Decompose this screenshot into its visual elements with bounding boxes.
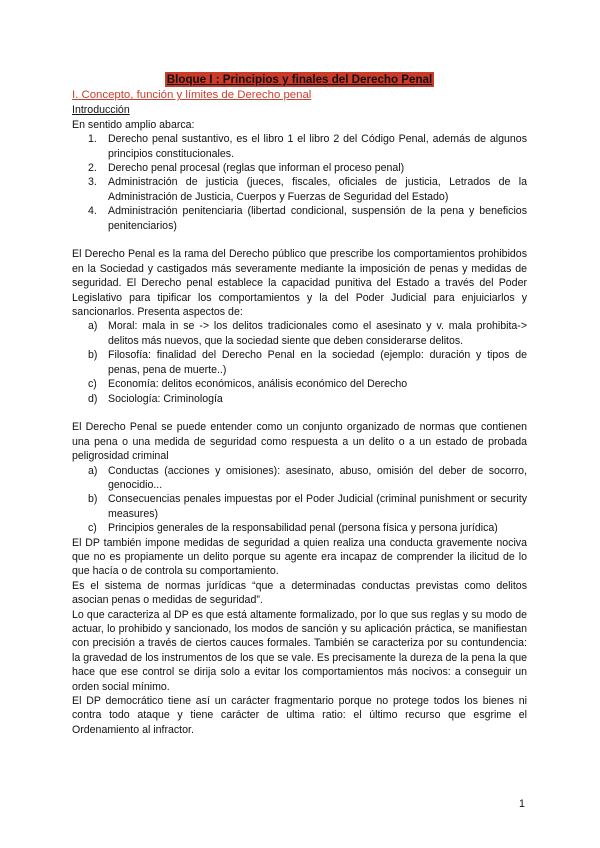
list-item (72, 175, 527, 204)
list-item (72, 348, 527, 377)
list-item (72, 521, 527, 535)
list-item-text: Derecho penal sustantivo, es el libro 1 el libro 2 del Código Penal, además de algunos principios constitucionales. (108, 133, 527, 160)
list-item (72, 161, 527, 175)
spacer (72, 406, 527, 420)
paragraph: El DP democrático tiene así un carácter fragmentario porque no protege todos los bienes ni contra todo ataque y tiene carácter de ultima ratio: el último recurso que esgrime el Ordenamiento al infractor. (72, 695, 527, 736)
list-item-text: Consecuencias penales impuestas por el Poder Judicial (criminal punishment or security measures) (108, 493, 527, 520)
list-item-text: Administración penitenciaria (libertad condicional, suspensión de la pena y beneficios penitenciarios) (108, 205, 527, 232)
list-item-text: Filosofía: finalidad del Derecho Penal en la sociedad (ejemplo: duración y tipos de penas, pena de muerte..) (108, 349, 527, 376)
paragraph: Lo que caracteriza al DP es que está altamente formalizado, por lo que sus reglas y su modo de actuar, lo prohibido y sancionado, los modos de sanción y su aplicación práctica, se manifiestan con precisión a través de ciertos cauces formales. También se caracteriza por su contundencia: la gravedad de los instrumentos de los que se vale. Es precisamente la dureza de la pena la que hace que ese control se dirija solo a evitar los comportamientos más nocivos: a conseguir un orden social mínimo. (72, 608, 527, 693)
list-item-text: Principios generales de la responsabilidad penal (persona física y persona jurídica) (108, 522, 498, 535)
paragraph: El DP también impone medidas de seguridad a quien realiza una conducta gravemente nociva que no es propiamente un delito porque su agente era incapaz de comprender la ilicitud de lo que hacía o de controla su comportamiento. (72, 536, 527, 578)
list-marker: 1. (88, 133, 97, 146)
section-heading: I. Concepto, función y límites de Derecho penal (72, 89, 312, 102)
list-marker: c) (88, 378, 97, 391)
list-item-text: Conductas (acciones y omisiones): asesinato, abuso, omisión del deber de socorro, genocidio... (108, 464, 527, 491)
document-title: Bloque I : Principios y finales del Derecho Penal (166, 73, 433, 86)
spacer (72, 233, 527, 247)
elements-list (72, 464, 527, 536)
list-marker: a) (88, 320, 98, 333)
list-item (72, 377, 527, 391)
list-marker: b) (88, 349, 98, 362)
list-item (72, 204, 527, 233)
list-marker: d) (88, 392, 98, 405)
list-marker: 2. (88, 162, 97, 175)
list-item-text: Derecho penal procesal (reglas que informan el proceso penal) (108, 162, 405, 175)
paragraph: Es el sistema de normas jurídicas “que a determinadas conductas previstas como delitos asocian penas o medidas de seguridad”. (72, 579, 527, 607)
paragraph: El Derecho Penal se puede entender como un conjunto organizado de normas que contienen una pena o una medida de seguridad como respuesta a un delito o a un estado de probada peligrosidad criminal (72, 421, 527, 463)
list-marker: b) (88, 493, 98, 506)
list-item (72, 132, 527, 161)
list-item (72, 464, 527, 493)
list-item (72, 392, 527, 406)
list-item-text: Sociología: Criminología (108, 392, 223, 405)
intro-heading: Introducción (72, 104, 130, 117)
title-row (72, 72, 527, 87)
list-item-text: Administración de justicia (jueces, fiscales, oficiales de justicia, Letrados de la Administración de Justicia, Cuerpos y Fuerzas de Seguridad del Estado) (108, 176, 527, 203)
aspects-list (72, 319, 527, 405)
list-item-text: Moral: mala in se -> los delitos tradicionales como el asesinato y v. mala prohibita-> delitos más nuevos, que la sociedad siente que deben considerarse delitos. (108, 320, 527, 347)
page-number: 1 (519, 798, 525, 810)
list-marker: 4. (88, 205, 97, 218)
page-content (72, 72, 527, 737)
list-item-text: Economía: delitos económicos, análisis económico del Derecho (108, 378, 408, 391)
list-item (72, 492, 527, 521)
paragraph: El Derecho Penal es la rama del Derecho público que prescribe los comportamientos prohibidos en la Sociedad y castigados más severamente mediante la imposición de penas y medidas de seguridad. El Derecho penal establece la capacidad punitiva del Estado a través del Poder Legislativo para tipificar los comportamientos y la del Poder Judicial para enjuiciarlos y sancionarlos. Presenta aspectos de: (72, 248, 527, 319)
list-marker: 3. (88, 176, 97, 189)
list-marker: c) (88, 522, 97, 535)
list-item (72, 319, 527, 348)
list-marker: a) (88, 464, 98, 477)
scope-list (72, 132, 527, 233)
intro-lead: En sentido amplio abarca: (72, 118, 195, 131)
